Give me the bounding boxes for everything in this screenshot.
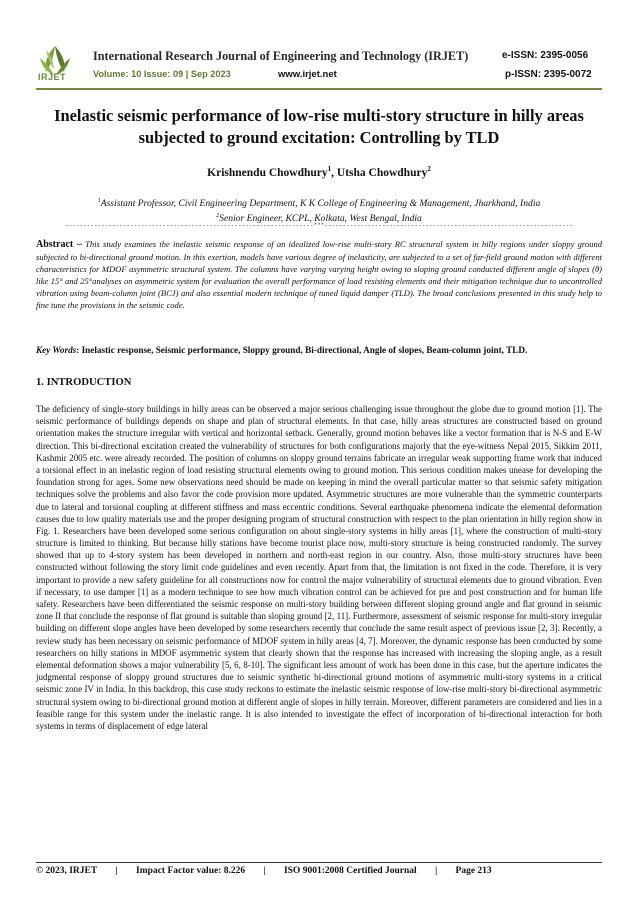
logo-text: IRJET: [38, 72, 67, 82]
footer-page-number: Page 213: [455, 866, 492, 876]
footer-separator: |: [435, 866, 438, 876]
footer-rule: [36, 862, 602, 863]
abstract-text: This study examines the inelastic seismic response of an idealized low-rise multi-story RC structural system in hilly regions under sloppy ground subjected to bi-directional ground motion. In this exertion, models have various degree of inelasticity, are subjected to a set of far-field ground motion with different characteristics for MDOF asymmetric structural system. The columns have varying varying height owing to sloping ground conducted different angle of slopes (θ) like 15° and 25°analyses on asymmetric system for evaluation the overall performance of load resisting elements and their mitigation technique due to uncontrolled vibration using beam-column joint (BCJ) and also essential modern technique of tuned liquid damper (TLD). The broad conclusions presented in this study help to fine tune the provisions in the seismic code.: [36, 239, 602, 311]
author-1-sup: 1: [327, 165, 332, 173]
journal-website: www.irjet.net: [278, 69, 337, 80]
footer-separator: |: [115, 866, 118, 876]
eissn: e-ISSN: 2395-0056: [502, 50, 589, 61]
keywords: [36, 344, 602, 357]
volume-issue: Volume: 10 Issue: 09 | Sep 2023: [93, 69, 231, 79]
paper-title: Inelastic seismic performance of low-rise multi-story structure in hilly areas subjected to ground excitation: Controlling by TLD: [54, 106, 584, 147]
author-1: Krishnendu Chowdhury: [207, 166, 328, 179]
affiliation-1-sup: 1: [97, 198, 101, 204]
abstract: [36, 238, 602, 312]
page-footer: [36, 866, 602, 876]
keywords-label: Key Words: [36, 345, 77, 355]
author-2: Utsha Chowdhury: [336, 166, 428, 179]
author-2-sup: 2: [427, 165, 431, 173]
header-rule: [36, 88, 602, 90]
pissn: p-ISSN: 2395-0072: [505, 69, 592, 80]
journal-title: International Research Journal of Engineering and Technology (IRJET): [93, 49, 469, 63]
footer-impact-factor: Impact Factor value: 8.226: [136, 866, 246, 876]
author-separator: ,: [331, 166, 337, 179]
keywords-text: : Inelastic response, Seismic performance, Sloppy ground, Bi-directional, Angle of slopes, Beam-column joint, TLD.: [76, 345, 528, 355]
affiliation-1-text: Assistant Professor, Civil Engineering Department, K K College of Engineering & Management, Jharkhand, India: [100, 198, 541, 210]
footer-copyright: © 2023, IRJET: [36, 866, 98, 876]
author-list: [36, 165, 602, 179]
introduction-body: The deficiency of single-story buildings in hilly areas can be observed a major serious challenging issue throughout the globe due to ground motion [1]. The seismic performance of buildings depends on shape and plan of structural elements. In that case, hilly areas structures are constructed based on ground orientation makes the structure irregular with vertical and horizontal setback. Generally, ground motion behaves like a vector formation that is N-S and E-W direction. This bi-directional excitation created the vulnerability of structures for both configurations majorly that the eye-witness Nepal 2015, Sikkim 2011, Kashmir 2005 etc. were already recorded. The position of columns on sloppy ground terrains fabricate an irregular weak supporting frame work that induced a torsional effect in an inelastic region of load resisting structural elements owing to ground motion. This serious condition makes unease for developing the foundation strong for ages. Some new observations need should be made on keeping in mind the overall particular matter so that seismic safety mitigation techniques solve the problems and also favor the code provision more updated. Asymmetric structures are more vulnerable than the symmetric counterparts due to lateral and torsional coupling at different stiffness and mass eccentric conditions. Several earthquake phenomena indicate the elemental deformation causes due to low quality materials use and the proper designing program of structural construction with respect to the plan orientation in hilly region show in Fig. 1. Researchers have been developed some serious configuration on about single-story systems in hilly areas [1], where the construction of multi-story structure is limited to thinking. But because hilly stations have become tourist place now, multi-story structure is being constructed randomly. The survey showed that up to 4-story system has been developed in northern and north-east region in our country. Also, those multi-story structures have been constructed without following the story limit code guidelines and even recently. Apart from that, the limitation is not fixed in the code. Therefore, it is very important to provide a new safety guideline for all constructions now for control the major vulnerability of structural elements due to ground vibration. Even if necessary, to use damper [1] as a modern technique to see how much vibration control can be achieved for pre and post construction and for human life safety. Researchers have been differentiated the seismic response on multi-story building between different sloping ground angle and flat ground in seismic zone II that conclude the response of flat ground is suitable than sloping ground [2, 11]. Furthermore, assessment of seismic response for multi-story irregular building on different slope angles have been developed by some researchers recently that conclude the same result aspect of previous issue [2, 3]. Recently, a review study has been necessary on seismic performance of MDOF system in hilly areas [4, 7]. Moreover, the dynamic response has been conducted by some researchers on hilly stations in MDOF asymmetric system that clearly shown that the response has increased with increasing the sloping angle, as a result elemental deformation shows a major vulnerability [5, 6, 8-10]. The significant less amount of work has been done in this case, but the aperture indicates the judgmental response of sloppy ground structures due to seismic synthetic bi-directional ground motions of asymmetric multi-story systems in a critical seismic zone IV in India. In this backdrop, this case study reckons to estimate the inelastic seismic response of low-rise multi-story bi-directional asymmetric structural system owing to bi-directional ground motion at different angle of slopes in hilly terrain. Moreover, different parameters are considered and lies in a feasible range for this system under the inelastic range. It is also intended to investigate the effect of incorporation of bi-directional interaction for both systems in terms of displacement of edge lateral: [36, 404, 602, 731]
abstract-label: Abstract –: [36, 239, 82, 250]
affiliation-2-text: Senior Engineer, KCPL, Kolkata, West Bengal, India: [219, 213, 422, 225]
journal-header: [0, 0, 638, 92]
footer-iso: ISO 9001:2008 Certified Journal: [283, 866, 417, 876]
affiliation-1: [36, 195, 602, 210]
footer-separator: |: [263, 866, 266, 876]
affiliations: [36, 195, 602, 225]
separator-rule: ---------------------------------------------------------------------***---------------------------------------------------------------------: [65, 222, 573, 229]
section-heading: 1. INTRODUCTION: [36, 377, 132, 388]
affiliation-2-sup: 2: [216, 213, 220, 220]
